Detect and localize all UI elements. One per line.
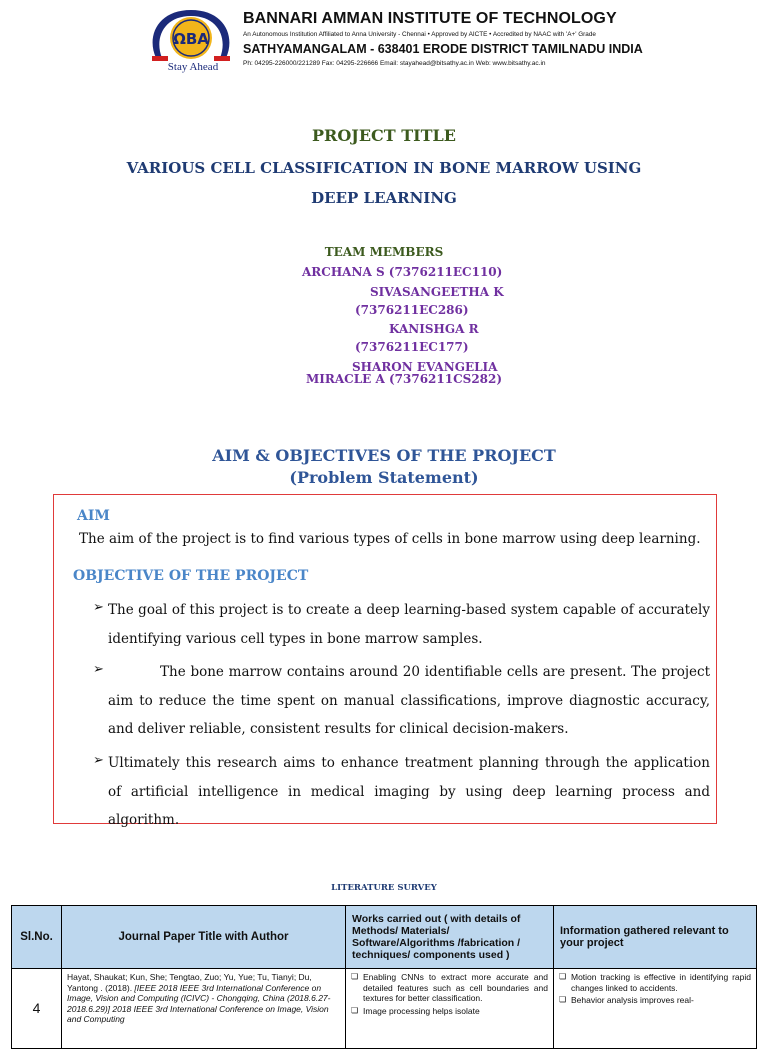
institute-subtitle: An Autonomous Institution Affiliated to Anna University - Chennai • Approved by AICTE • Accredited by NAAC with 'A+' Grade — [243, 31, 596, 38]
header-information-gathered: Information gathered relevant to your project — [554, 906, 757, 969]
bullet-arrow-icon: ➢ — [93, 662, 104, 677]
objective-label: OBJECTIVE OF THE PROJECT — [73, 568, 309, 584]
literature-table — [11, 905, 757, 1049]
aim-text: The aim of the project is to find various types of cells in bone marrow using deep learning. — [79, 531, 701, 547]
team-members-label: TEAM MEMBERS — [324, 245, 444, 259]
bullet-arrow-icon: ➢ — [93, 600, 104, 615]
aim-objectives-heading — [0, 445, 768, 489]
paper-authors: Hayat, Shaukat; Kun, She; Tengtao, Zuo; Yu, Yue; Tu, Tianyi; Du, Yantong . (2018). — [67, 972, 312, 993]
list-item: ❏ Enabling CNNs to extract more accurate and detailed features such as cell boundaries and textures for better classification. — [363, 972, 548, 1004]
team-member-line: SHARON EVANGELIA — [352, 360, 498, 374]
header-paper-title: Journal Paper Title with Author — [62, 906, 346, 969]
objective-paragraph: The goal of this project is to create a deep learning-based system capable of accurately identifying various cell types in bone marrow samples. — [108, 602, 710, 647]
team-member-line: MIRACLE A (7376211CS282) — [306, 372, 503, 386]
header-works-carried-out: Works carried out ( with details of Methods/ Materials/ Software/Algorithms /fabrication / techniques/ components used ) — [346, 906, 554, 969]
aim-objectives-heading-line1: AIM & OBJECTIVES OF THE PROJECT — [212, 446, 556, 465]
project-title-label: PROJECT TITLE — [312, 126, 456, 145]
cell-works — [346, 969, 554, 1049]
cell-info — [554, 969, 757, 1049]
objective-paragraph: The bone marrow contains around 20 identifiable cells are present. The project aim to reduce the time spent on manual classifications, improve diagnostic accuracy, and deliver reliable, consistent results for clinical decision-makers. — [108, 664, 710, 737]
header-sl-no: Sl.No. — [12, 906, 62, 969]
team-member-line: (7376211EC177) — [355, 340, 469, 354]
team-member-line: SIVASANGEETHA K — [370, 285, 504, 299]
objective-paragraph: Ultimately this research aims to enhance treatment planning through the application of artificial intelligence in medical imaging by using deep learning process and algorithm. — [108, 755, 710, 828]
list-item: ❏ Image processing helps isolate — [363, 1006, 548, 1017]
cell-paper-title — [62, 969, 346, 1049]
aim-objectives-heading-line2: (Problem Statement) — [289, 468, 479, 487]
team-member-line: (7376211EC286) — [355, 303, 469, 317]
table-header-row — [12, 906, 757, 969]
institute-contact: Ph: 04295-226000/221289 Fax: 04295-226666 Email: stayahead@bitsathy.ac.in Web: www.bitsathy.ac.in — [243, 60, 546, 67]
logo-letters: ΩBA — [173, 30, 209, 48]
cell-sl-no: 4 — [12, 969, 62, 1049]
table-row — [12, 969, 757, 1049]
paper-citation: [IEEE 2018 IEEE 3rd International Conference on Image, Vision and Computing (ICIVC) - Chongqing, China (2018.6.27-2018.6.29)] 2018 IEEE 3rd International Conference on Image, Vision and Computing — [67, 982, 331, 1024]
institute-location: SATHYAMANGALAM - 638401 ERODE DISTRICT TAMILNADU INDIA — [243, 42, 643, 56]
team-member-line: ARCHANA S (7376211EC110) — [302, 265, 503, 279]
institute-tagline: Stay Ahead — [167, 61, 219, 73]
list-item: ❏ Motion tracking is effective in identifying rapid changes linked to accidents. — [571, 972, 751, 993]
literature-survey-label: LITERATURE SURVEY — [331, 883, 437, 893]
bullet-arrow-icon: ➢ — [93, 753, 104, 768]
institute-name: BANNARI AMMAN INSTITUTE OF TECHNOLOGY — [243, 10, 617, 27]
project-title: VARIOUS CELL CLASSIFICATION IN BONE MARROW USING DEEP LEARNING — [126, 159, 642, 207]
list-item: ❏ Behavior analysis improves real- — [571, 995, 751, 1006]
aim-label: AIM — [77, 508, 110, 524]
team-member-line: KANISHGA R — [389, 322, 479, 336]
